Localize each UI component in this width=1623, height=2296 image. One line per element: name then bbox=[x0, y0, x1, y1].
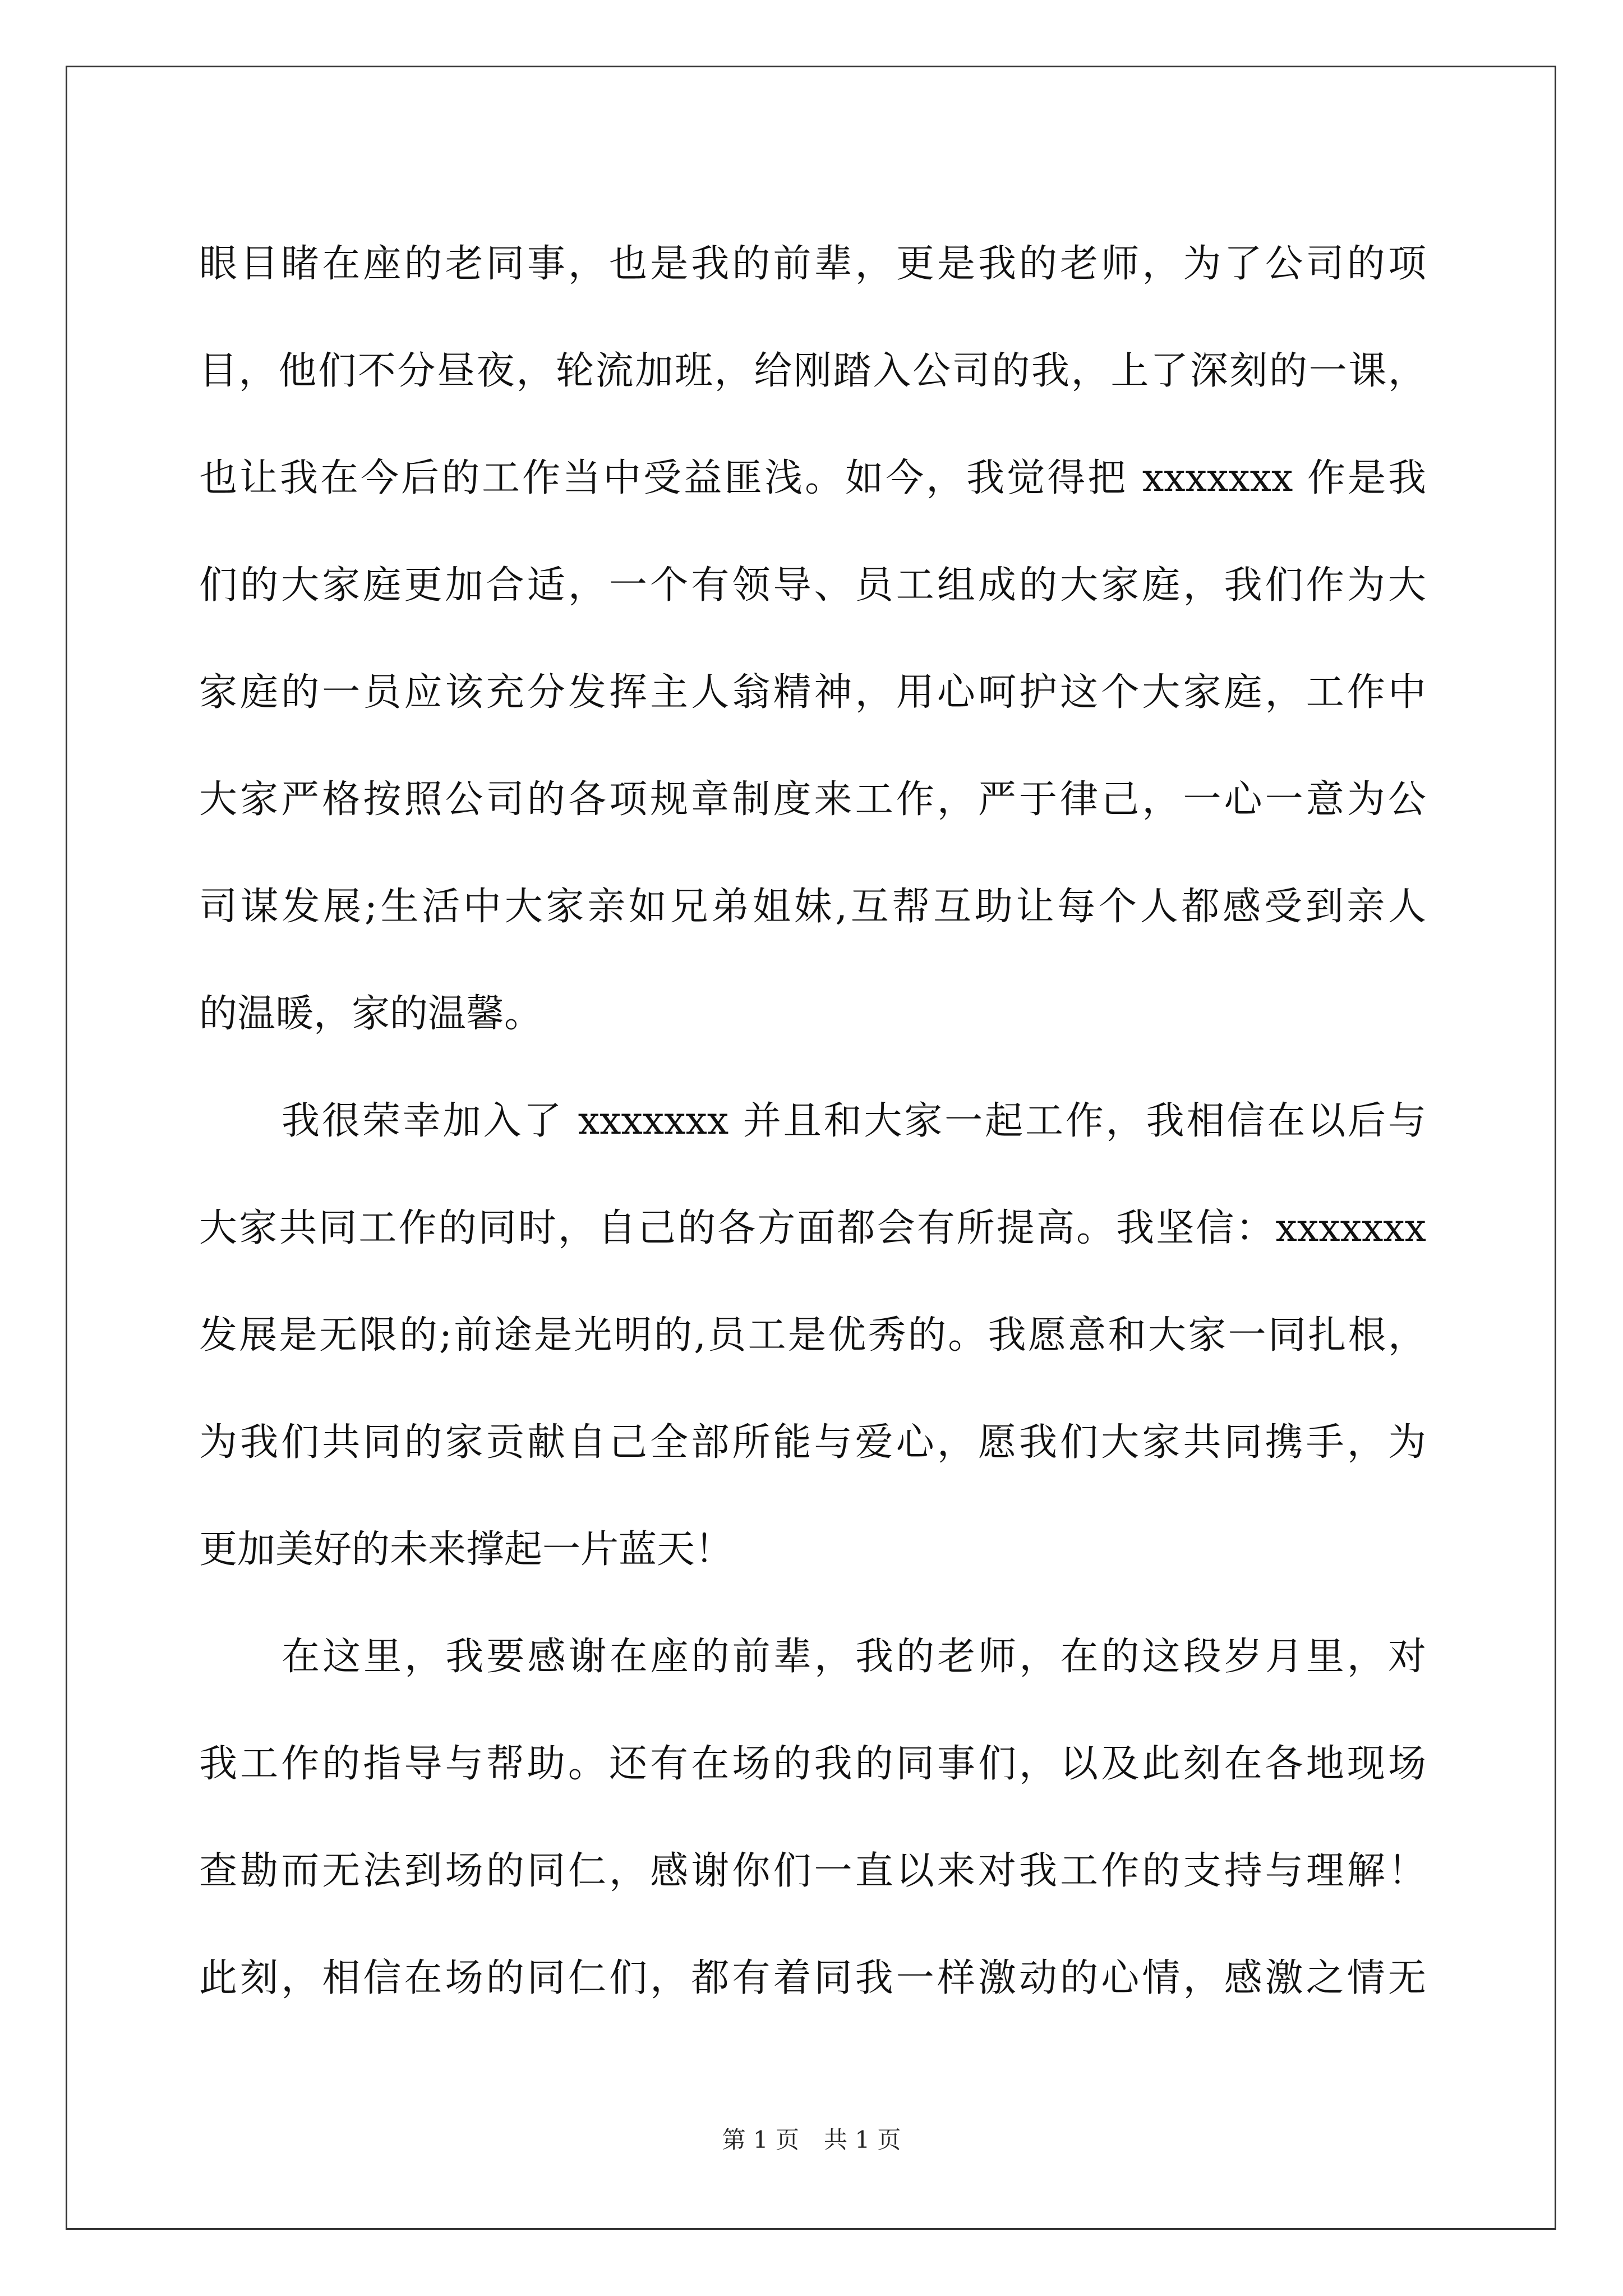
text-line: 我工作的指导与帮助。还有在场的我的同事们，以及此刻在各地现场 bbox=[199, 1742, 1426, 1786]
text-line: 的温暖，家的温馨。 bbox=[199, 992, 543, 1036]
page-total: 共 1 页 bbox=[824, 2126, 901, 2154]
text-line: 们的大家庭更加合适，一个有领导、员工组成的大家庭，我们作为大 bbox=[199, 563, 1426, 608]
text-line: 我很荣幸加入了 xxxxxxx 并且和大家一起工作，我相信在以后与 bbox=[282, 1099, 1426, 1143]
text-line: 大家严格按照公司的各项规章制度来工作，严于律己，一心一意为公 bbox=[199, 777, 1426, 822]
page-footer bbox=[0, 2123, 1623, 2157]
text-line: 在这里，我要感谢在座的前辈，我的老师，在的这段岁月里，对 bbox=[282, 1635, 1426, 1679]
text-line: 也让我在今后的工作当中受益匪浅。如今，我觉得把 xxxxxxx 作是我 bbox=[199, 456, 1426, 500]
text-line: 为我们共同的家贡献自己全部所能与爱心，愿我们大家共同携手，为 bbox=[199, 1420, 1426, 1465]
page-number: 第 1 页 bbox=[722, 2126, 799, 2154]
text-line: 司谋发展;生活中大家亲如兄弟姐妹,互帮互助让每个人都感受到亲人 bbox=[199, 885, 1426, 929]
text-line: 更加美好的未来撑起一片蓝天！ bbox=[199, 1527, 734, 1572]
text-line: 发展是无限的;前途是光明的,员工是优秀的。我愿意和大家一同扎根， bbox=[199, 1313, 1426, 1358]
text-line: 家庭的一员应该充分发挥主人翁精神，用心呵护这个大家庭，工作中 bbox=[199, 670, 1426, 715]
text-line: 此刻，相信在场的同仁们，都有着同我一样激动的心情，感激之情无 bbox=[199, 1956, 1426, 2000]
text-line: 眼目睹在座的老同事，也是我的前辈，更是我的老师，为了公司的项 bbox=[199, 242, 1426, 286]
document-body bbox=[199, 210, 1426, 2032]
text-line: 目，他们不分昼夜，轮流加班，给刚踏入公司的我，上了深刻的一课， bbox=[199, 349, 1426, 393]
text-line: 查勘而无法到场的同仁，感谢你们一直以来对我工作的支持与理解！ bbox=[199, 1849, 1426, 1893]
text-line: 大家共同工作的同时，自己的各方面都会有所提高。我坚信：xxxxxxx bbox=[199, 1206, 1426, 1250]
